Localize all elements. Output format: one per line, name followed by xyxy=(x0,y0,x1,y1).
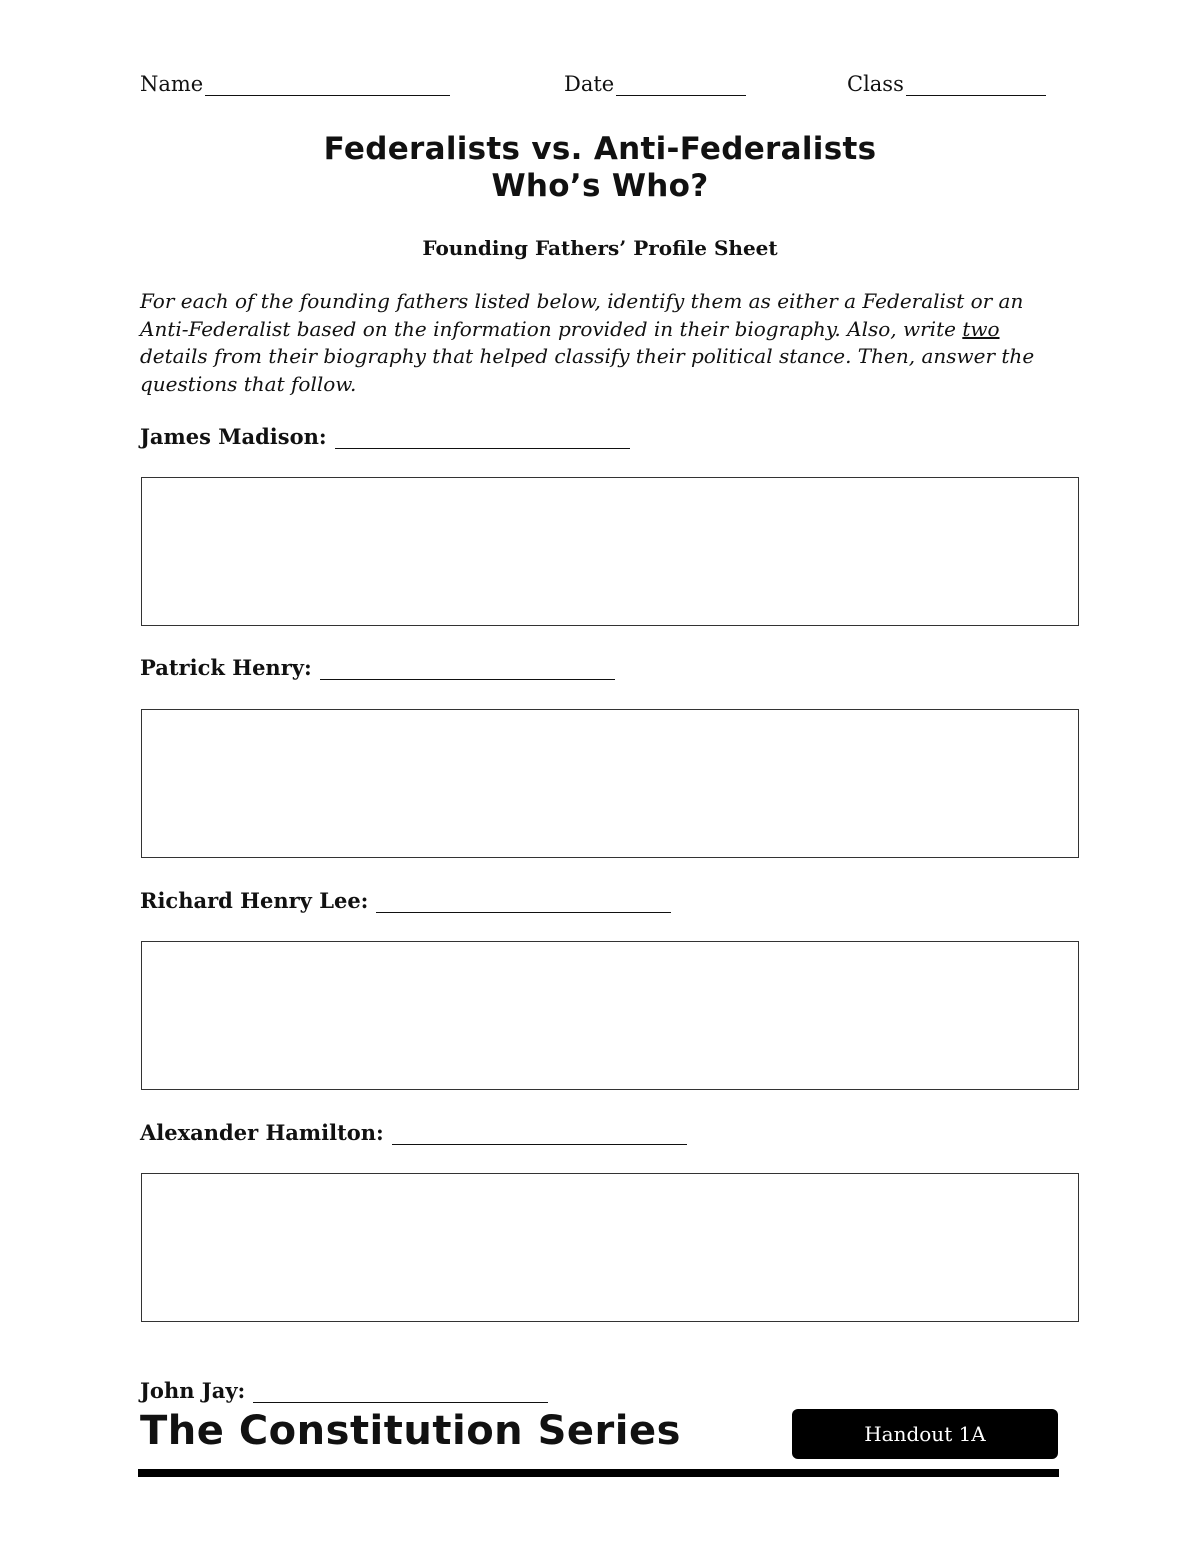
footer-rule xyxy=(138,1469,1059,1477)
person-label: Richard Henry Lee: xyxy=(140,888,369,913)
class-label: Class xyxy=(847,72,904,96)
person-patrick-henry xyxy=(140,655,615,680)
class-field xyxy=(847,72,1046,96)
instructions-text-end: details from their biography that helped classify their political stance. Then, answer the questions that follow. xyxy=(140,344,1035,396)
answer-box-james-madison[interactable] xyxy=(141,477,1079,626)
answer-box-patrick-henry[interactable] xyxy=(141,709,1079,858)
page-title-line-2: Who’s Who? xyxy=(491,168,709,204)
answer-box-richard-henry-lee[interactable] xyxy=(141,941,1079,1090)
classification-blank[interactable] xyxy=(335,428,630,449)
instructions-text-start: For each of the founding fathers listed below, identify them as either a Federalist or an Anti-Federalist based on the information provided in their biography. Also, write xyxy=(140,289,1024,341)
class-blank[interactable] xyxy=(906,73,1046,96)
name-field xyxy=(140,72,450,96)
person-label: John Jay: xyxy=(140,1378,246,1403)
page-title-line-1: Federalists vs. Anti-Federalists xyxy=(323,131,877,167)
handout-badge: Handout 1A xyxy=(792,1409,1058,1459)
person-label: Patrick Henry: xyxy=(140,655,312,680)
answer-box-alexander-hamilton[interactable] xyxy=(141,1173,1079,1322)
person-label: James Madison: xyxy=(140,424,327,449)
series-title: The Constitution Series xyxy=(140,1408,681,1454)
date-label: Date xyxy=(564,72,615,96)
person-james-madison xyxy=(140,424,630,449)
person-richard-henry-lee xyxy=(140,888,671,913)
page-subtitle: Founding Fathers’ Profile Sheet xyxy=(422,236,778,260)
person-label: Alexander Hamilton: xyxy=(140,1120,384,1145)
instructions-emphasis: two xyxy=(962,316,1000,341)
name-blank[interactable] xyxy=(205,73,450,96)
date-field xyxy=(564,72,746,96)
instructions xyxy=(140,288,1040,398)
person-alexander-hamilton xyxy=(140,1120,687,1145)
name-label: Name xyxy=(140,72,204,96)
person-john-jay xyxy=(140,1378,548,1403)
classification-blank[interactable] xyxy=(392,1124,687,1145)
classification-blank[interactable] xyxy=(253,1382,548,1403)
date-blank[interactable] xyxy=(616,73,746,96)
classification-blank[interactable] xyxy=(376,892,671,913)
classification-blank[interactable] xyxy=(320,659,615,680)
